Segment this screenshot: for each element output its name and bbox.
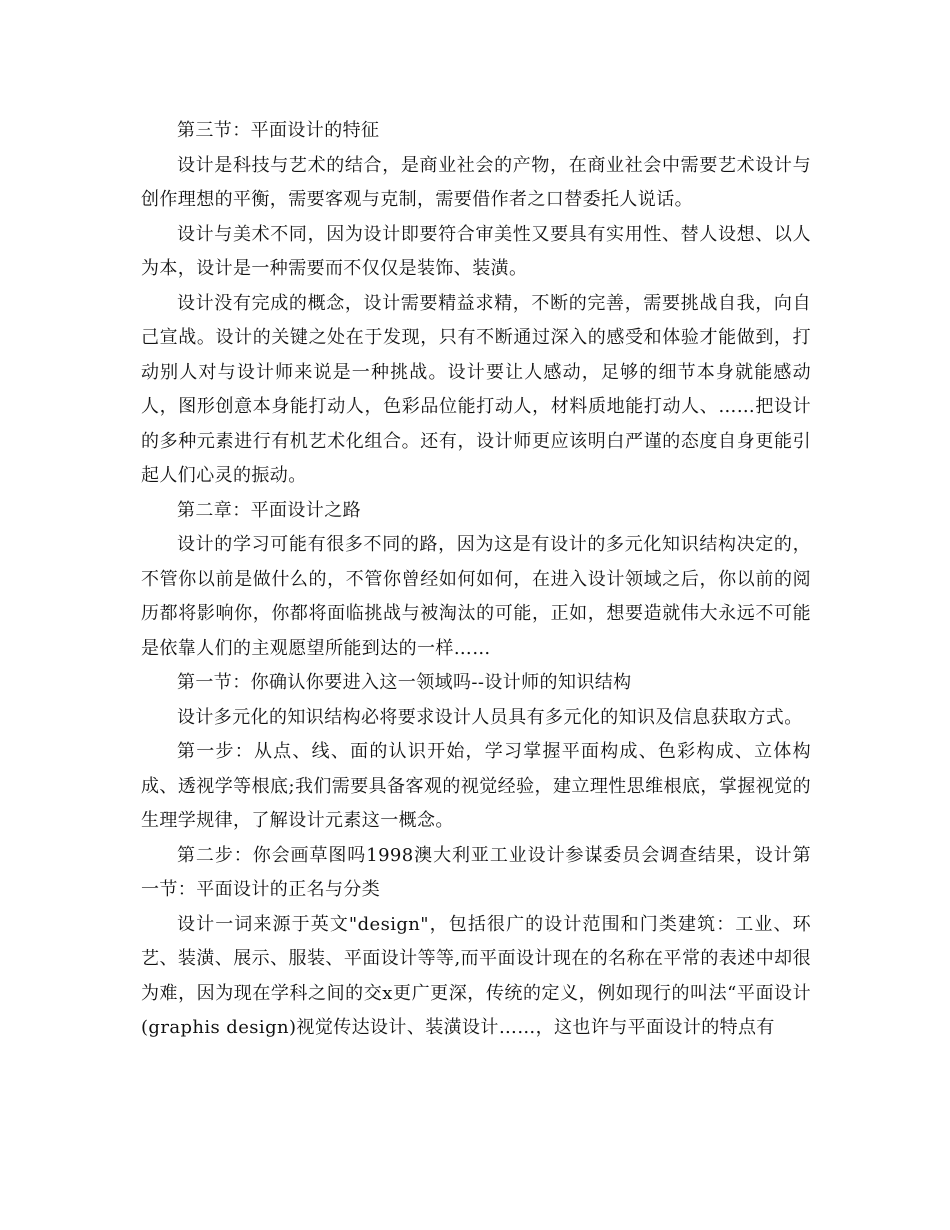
paragraph: 设计一词来源于英文"design"，包括很广的设计范围和门类建筑：工业、环艺、装潢、展示、服装、平面设计等等,而平面设计现在的名称在平常的表述中却很为难，因为现在学科之间的交x更广更深，传统的定义，例如现行的叫法“平面设计(graphis design)视觉传达设计、装潢设计……，这也许与平面设计的特点有 — [141, 913, 811, 1038]
paragraph: 设计多元化的知识结构必将要求设计人员具有多元化的知识及信息获取方式。 — [177, 706, 803, 728]
paragraph: 设计是科技与艺术的结合，是商业社会的产物，在商业社会中需要艺术设计与创作理想的平衡，需要客观与克制，需要借作者之口替委托人说话。 — [141, 154, 811, 210]
paragraph: 设计没有完成的概念，设计需要精益求精，不断的完善，需要挑战自我，向自己宣战。设计的关键之处在于发现，只有不断通过深入的感受和体验才能做到，打动别人对与设计师来说是一种挑战。设计要让人感动，足够的细节本身就能感动人，图形创意本身能打动人，色彩品位能打动人，材料质地能打动人、……把设计的多种元素进行有机艺术化组合。还有，设计师更应该明白严谨的态度自身更能引起人们心灵的振动。 — [141, 292, 811, 486]
section-heading-1: 第一节：你确认你要进入这一领域吗--设计师的知识结构 — [177, 672, 632, 693]
paragraph: 第一步：从点、线、面的认识开始，学习掌握平面构成、色彩构成、立体构成、透视学等根底;我们需要具备客观的视觉经验，建立理性思维根底，掌握视觉的生理学规律，了解设计元素这一概念。 — [141, 741, 811, 831]
document-body — [141, 114, 811, 1046]
section-heading-3: 第三节：平面设计的特征 — [177, 120, 380, 141]
paragraph: 设计的学习可能有很多不同的路，因为这是有设计的多元化知识结构决定的，不管你以前是做什么的，不管你曾经如何如何，在进入设计领域之后，你以前的阅历都将影响你，你都将面临挑战与被淘汰的可能，正如，想要造就伟大永远不可能是依靠人们的主观愿望所能到达的一样…… — [141, 534, 811, 659]
paragraph: 设计与美术不同，因为设计即要符合审美性又要具有实用性、替人设想、以人为本，设计是一种需要而不仅仅是装饰、装潢。 — [141, 223, 811, 279]
paragraph: 第二步：你会画草图吗1998澳大利亚工业设计参谋委员会调查结果，设计第一节：平面设计的正名与分类 — [141, 844, 811, 900]
chapter-heading-2: 第二章：平面设计之路 — [177, 499, 361, 521]
